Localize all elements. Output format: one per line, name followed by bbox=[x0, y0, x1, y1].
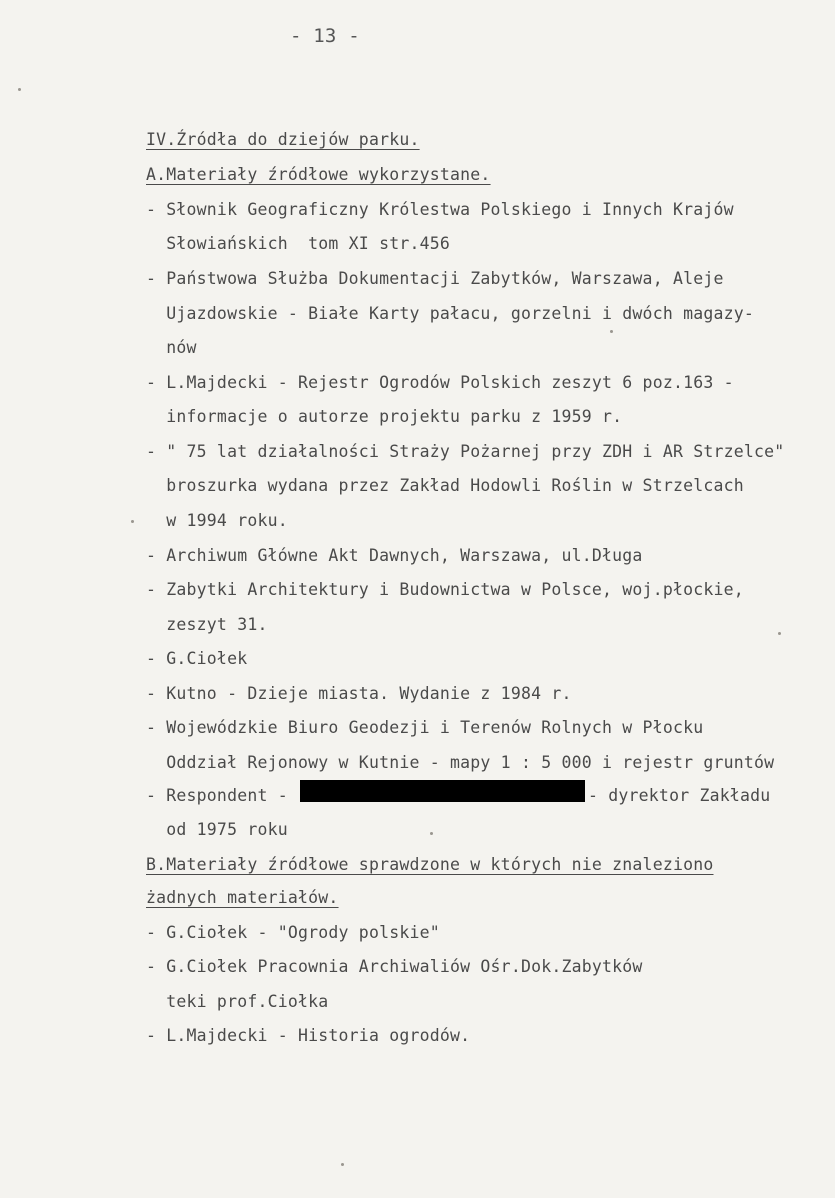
checked-source-line: teki prof.Ciołka bbox=[146, 992, 329, 1011]
checked-source-line: - G.Ciołek Pracownia Archiwaliów Ośr.Dok.Zabytków bbox=[146, 957, 643, 976]
source-line: - Zabytki Architektury i Budownictwa w Polsce, woj.płockie, bbox=[146, 580, 744, 599]
checked-source-line: - L.Majdecki - Historia ogrodów. bbox=[146, 1026, 471, 1045]
source-line: - Słownik Geograficzny Królestwa Polskiego i Innych Krajów bbox=[146, 200, 734, 219]
source-line: - Wojewódzkie Biuro Geodezji i Terenów Rolnych w Płocku bbox=[146, 718, 704, 737]
section-title: IV.Źródła do dziejów parku. bbox=[146, 130, 420, 149]
redaction-bar bbox=[300, 780, 585, 802]
source-line: broszurka wydana przez Zakład Hodowli Roślin w Strzelcach bbox=[146, 476, 744, 495]
source-line: informacje o autorze projektu parku z 1959 r. bbox=[146, 407, 623, 426]
source-line: w 1994 roku. bbox=[146, 511, 288, 530]
section-a-heading: A.Materiały źródłowe wykorzystane. bbox=[146, 165, 491, 184]
source-line: - L.Majdecki - Rejestr Ogrodów Polskich zeszyt 6 poz.163 - bbox=[146, 373, 734, 392]
source-line: zeszyt 31. bbox=[146, 615, 268, 634]
section-b-heading: B.Materiały źródłowe sprawdzone w których nie znaleziono bbox=[146, 855, 714, 874]
page-number: - 13 - bbox=[290, 25, 360, 47]
source-line: - Kutno - Dzieje miasta. Wydanie z 1984 r. bbox=[146, 684, 572, 703]
source-line: Oddział Rejonowy w Kutnie - mapy 1 : 5 000 i rejestr gruntów bbox=[146, 753, 775, 772]
respondent-suffix: - dyrektor Zakładu bbox=[588, 786, 771, 805]
source-line: - Archiwum Główne Akt Dawnych, Warszawa, ul.Długa bbox=[146, 546, 643, 565]
source-line: - " 75 lat działalności Straży Pożarnej przy ZDH i AR Strzelce" bbox=[146, 442, 785, 461]
source-line: Ujazdowskie - Białe Karty pałacu, gorzelni i dwóch magazy- bbox=[146, 304, 755, 323]
checked-source-line: - G.Ciołek - "Ogrody polskie" bbox=[146, 923, 440, 942]
respondent-prefix: - Respondent - bbox=[146, 786, 288, 805]
source-line: nów bbox=[146, 338, 197, 357]
section-b-heading-cont: żadnych materiałów. bbox=[146, 888, 339, 907]
source-line: Słowiańskich tom XI str.456 bbox=[146, 234, 451, 253]
respondent-continuation: od 1975 roku bbox=[146, 820, 288, 839]
source-line: - Państwowa Służba Dokumentacji Zabytków, Warszawa, Aleje bbox=[146, 269, 724, 288]
source-line: - G.Ciołek bbox=[146, 649, 248, 668]
